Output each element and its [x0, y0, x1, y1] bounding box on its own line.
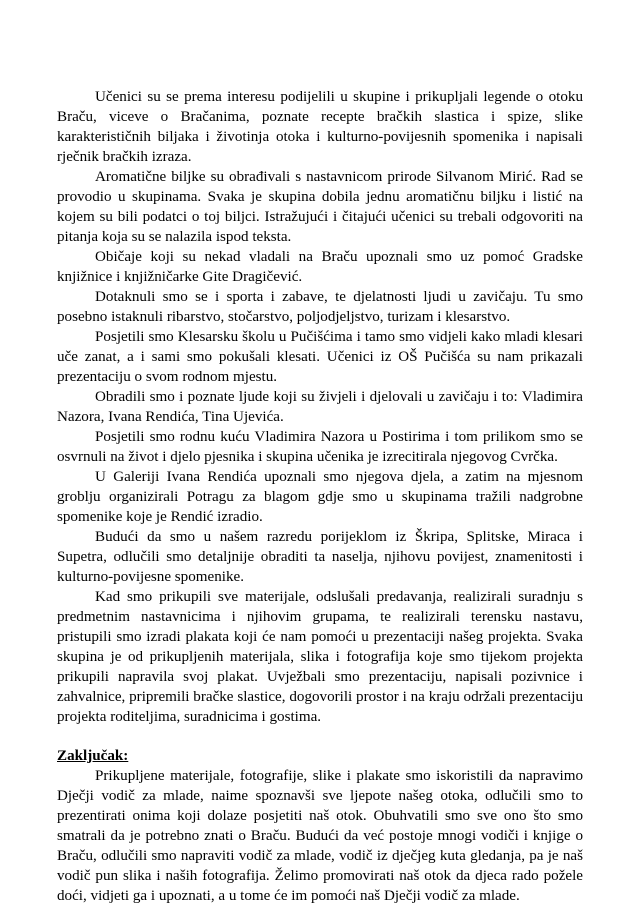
paragraph-sport-activities: Dotaknuli smo se i sporta i zabave, te djelatnosti ljudi u zavičaju. Tu smo posebno istaknuli ribarstvo, stočarstvo, poljodjeljstvo, turizam i klesarstvo.	[57, 289, 583, 325]
paragraph-customs: Običaje koji su nekad vladali na Braču upoznali smo uz pomoć Gradske knjižnice i knjižničarke Gite Dragičević.	[57, 249, 583, 285]
paragraph-villages: Budući da smo u našem razredu porijeklom iz Škripa, Splitske, Miraca i Supetra, odlučili smo detaljnije obraditi ta naselja, njihovu povijest, znamenitosti i kulturno-povijesne spomenike.	[57, 529, 583, 585]
paragraph-famous-people: Obradili smo i poznate ljude koji su živjeli i djelovali u zavičaju i to: Vladimira Nazora, Ivana Rendića, Tina Ujevića.	[57, 389, 583, 425]
conclusion-heading: Zaključak:	[57, 748, 129, 764]
paragraph-groups-legends: Učenici su se prema interesu podijelili u skupine i prikupljali legende o otoku Braču, viceve o Bračanima, poznate recepte bračkih slastica i spize, slike karakterističnih biljaka i životinja otoka i kulturno-povijesnih spomenika i napisali rječnik bračkih izraza.	[57, 89, 583, 165]
conclusion-paragraph: Prikupljene materijale, fotografije, slike i plakate smo iskoristili da napravimo Dječji vodič za mlade, naime spoznavši sve ljepote našeg otoka, odlučili smo to prezentirati onima koji dolaze posjetiti naš otok. Obuhvatili smo sve ono što smo smatrali da je potrebno znati o Braču. Budući da već postoje mnogi vodiči i knjige o Braču, odlučili smo napraviti vodič za mlade, vodič iz dječjeg kuta gledanja, pa je naš vodič pun slika i naših fotografija. Želimo promovirati naš otok da djeca rado požele doći, vidjeti ga i upoznati, a u tome će im pomoći naš Dječji vodič za mlade.	[57, 768, 583, 904]
paragraph-nazor-house: Posjetili smo rodnu kuću Vladimira Nazora u Postirima i tom prilikom smo se osvrnuli na život i djelo pjesnika i skupina učenika je izrecitirala njegovog Cvrčka.	[57, 429, 583, 465]
document-page	[57, 87, 583, 906]
paragraph-stonemason-school: Posjetili smo Klesarsku školu u Pučišćima i tamo smo vidjeli kako mladi klesari uče zanat, a i sami smo pokušali klesati. Učenici iz OŠ Pučišća su nam prikazali prezentaciju o svom rodnom mjestu.	[57, 329, 583, 385]
paragraph-rendic-gallery: U Galeriji Ivana Rendića upoznali smo njegova djela, a zatim na mjesnom groblju organizirali Potragu za blagom gdje smo u skupinama tražili nadgrobne spomenike koje je Rendić izradio.	[57, 469, 583, 525]
paragraph-posters-presentation: Kad smo prikupili sve materijale, odslušali predavanja, realizirali suradnju s predmetnim nastavnicima i njihovim grupama, te realizirali terensku nastavu, pristupili smo izradi plakata koji će nam pomoći u prezentaciji našeg projekta. Svaka skupina je od prikupljenih materijala, slika i fotografija koje smo tijekom projekta prikupili napravila svoj plakat. Uvježbali smo prezentaciju, napisali pozivnice i zahvalnice, pripremili bračke slastice, dogovorili prostor i na kraju održali prezentaciju projekta roditeljima, suradnicima i gostima.	[57, 589, 583, 725]
paragraph-aromatic-plants: Aromatične biljke su obrađivali s nastavnicom prirode Silvanom Mirić. Rad se provodio u skupinama. Svaka je skupina dobila jednu aromatičnu biljku i listić na kojem su bili podatci o toj biljci. Istražujući i čitajući učenici su trebali odgovoriti na pitanja koja su se nalazila ispod teksta.	[57, 169, 583, 245]
